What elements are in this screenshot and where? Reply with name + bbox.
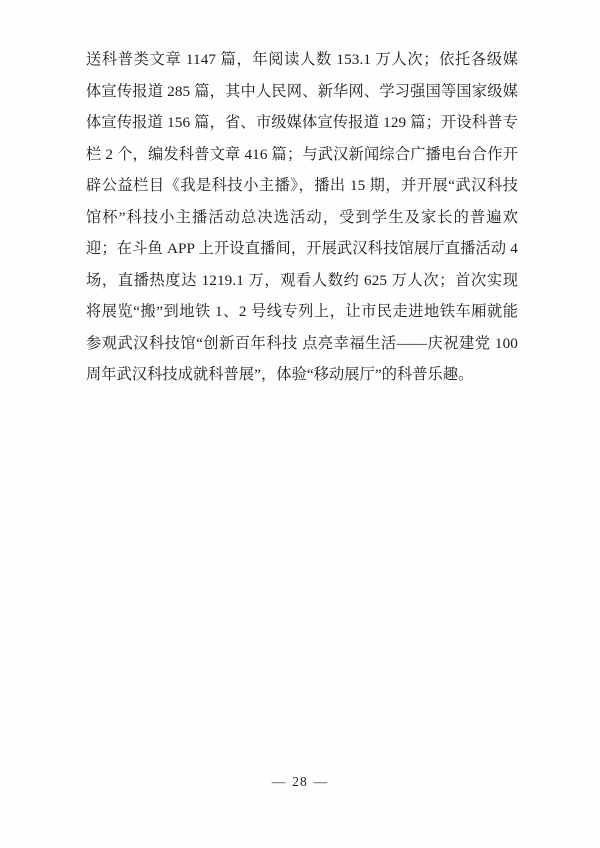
page-number: 28 [292, 774, 308, 789]
page-footer [0, 774, 600, 790]
body-paragraph: 送科普类文章 1147 篇，年阅读人数 153.1 万人次；依托各级媒体宣传报道 285 篇，其中人民网、新华网、学习强国等国家级媒体宣传报道 156 篇，省、市级媒体宣传报道 129 篇；开设科普专栏 2 个，编发科普文章 416 篇；与武汉新闻综合广播电台合作开辟公益栏目《我是科技小主播》，播出 15 期，并开展“武汉科技馆杯”科技小主播活动总决选活动，受到学生及家长的普遍欢迎；在斗鱼 APP 上开设直播间，开展武汉科技馆展厅直播活动 4 场，直播热度达 1219.1 万，观看人数约 625 万人次；首次实现将展览“搬”到地铁 1、2 号线专列上，让市民走进地铁车厢就能参观武汉科技馆“创新百年科技 点亮幸福生活——庆祝建党 100 周年武汉科技成就科普展”，体验“移动展厅”的科普乐趣。 [86, 51, 518, 383]
footer-left-dash: — [271, 774, 287, 789]
footer-right-dash: — [313, 774, 329, 789]
